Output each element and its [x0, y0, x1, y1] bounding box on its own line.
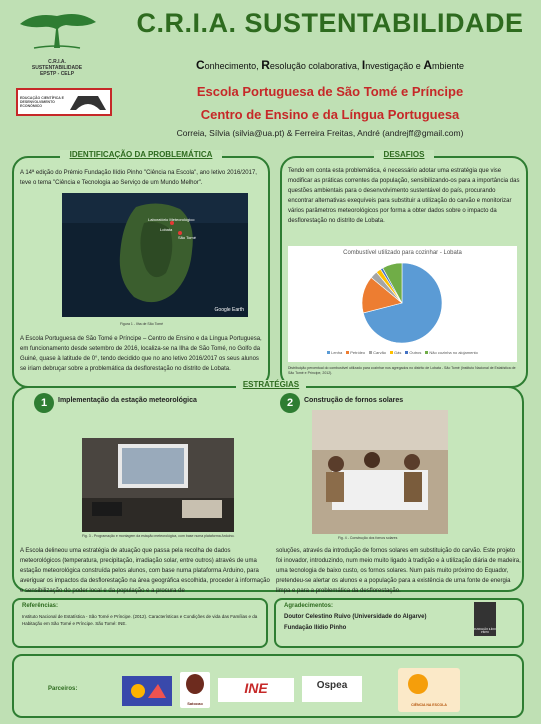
- partner-5-text: CIÊNCIA NA ESCOLA: [411, 703, 447, 707]
- partner-logo-4: [302, 676, 362, 702]
- step-1-text: A Escola delineou uma estratégia de atuação que passa pela recolha de dados meteorológicos (temperatura, precipitação, irradiação solar, entre outros) através de uma estação meteorológica construída pelos alunos, com base numa plataforma Arduino, para averiguar os impactos da desflorestação na área geográfica escolhida, proceder à informação e sensibilização do poder local e da população e a procura de: [20, 548, 270, 594]
- desafios-title: DESAFIOS: [374, 150, 434, 159]
- chart-caption: Distribuição percentual do combustível utilizado para cozinhar nos agregados no distrito de Lobata - São Tomé (Instituto Nacional de Estatística de São Tomé e Príncipe, 2012).: [288, 366, 516, 375]
- partner-4-text: Ospea: [316, 680, 348, 691]
- legend-item: [425, 350, 477, 355]
- chart-container: [288, 246, 517, 362]
- subtitle-i: Investigação e: [361, 58, 424, 72]
- edu-logo-text: EDUCAÇÃO CIENTÍFICA E DESENVOLVIMENTO ECONÓMICO: [20, 96, 65, 108]
- subtitle-c: Conhecimento,: [195, 58, 262, 72]
- fip-badge: [474, 602, 496, 636]
- chart-title: Combustível utilizado para cozinhar - Lobata: [343, 250, 462, 256]
- map-label-saotome: São Tomé: [178, 235, 196, 240]
- map-label-lobata: Lobata: [160, 227, 173, 232]
- step-2-number: 2: [280, 393, 300, 413]
- legend-item: [327, 350, 342, 355]
- logo-text-2: SUSTENTABILIDADE: [31, 65, 83, 71]
- satocao-icon: [180, 672, 210, 696]
- legend-label: Gás: [394, 350, 402, 355]
- step-2-title: Construção de fornos solares: [304, 397, 404, 404]
- legend-item: [405, 350, 421, 355]
- partner-3-text: INE: [244, 680, 268, 696]
- step-1-number: 1: [34, 393, 54, 413]
- map-label-lab: Laboratório Meteorológico: [148, 217, 195, 222]
- legend-label: Carvão: [373, 350, 387, 355]
- page-title: C.R.I.A. SUSTENTABILIDADE: [136, 8, 524, 38]
- authors: Correia, Sílvia (silvia@ua.pt) & Ferreira Freitas, André (andrejff@gmail.com): [176, 128, 464, 138]
- map-image: [62, 193, 248, 317]
- step-2-text: soluções, através da introdução de fornos solares em substituição do carvão. Este projeto foi inovador, introduzindo, num meio muito ligado à tradição e à utilização diária de madeira, uma tecnologia de baixo custo, os fornos solares. Num país muito próximo do Equador, pretendeu-se alertar os alunos e a população para a existência de uma fonte de energia limpa e para a problemática da desflorestação.: [276, 548, 521, 594]
- fip-badge-text: FUNDAÇÃO ILÍDIO PINHO: [474, 628, 496, 634]
- island-map: [62, 193, 248, 317]
- referencias-text: Instituto Nacional de Estatística - São Tomé e Príncipe. (2012). Características e Condições de vida das Famílias e da Habitação em São Tomé e Príncipe. São Tomé: INE.: [22, 614, 258, 626]
- arduino-caption: Fig. 3 - Programação e montagem da estação meteorológica, com base numa plataforma Arduino.: [82, 534, 235, 538]
- partner-logo-1: [122, 676, 172, 706]
- partner-1-icon: [122, 676, 172, 706]
- ciencia-icon: [398, 668, 460, 698]
- bridge-icon: [68, 92, 108, 112]
- problematica-para-2: A Escola Portuguesa de São Tomé e Príncipe – Centro de Ensino e da Língua Portuguesa, em funcionamento desde setembro de 2016, localiza-se na Ilha de São Tomé, no Golfo da Guiné, quase à latitude de 0°, tendo decidido que no ano letivo 2016/2017 os seus alunos se iriam debruçar sobre a problemática da desflorestação no distrito de Lobata.: [20, 336, 262, 372]
- problematica-para-1: A 14ª edição do Prémio Fundação Ilídio Pinho "Ciência na Escola", ano letivo 2016/2017, teve o tema "Ciência e Tecnologia ao Serviço de um Mundo Melhor".: [20, 170, 257, 186]
- partner-logo-2: [180, 672, 210, 708]
- desafios-text: Tendo em conta esta problemática, é necessário adotar uma estratégia que vise modificar as práticas correntes da população, sensibilizando-os para a importância das questões ambientais para o desenvolvimento sustentável do país, procurando encontrar alternativas exequíveis para substituir a utilização do carvão e monitorizar vários parâmetros meteorológicos por forma a obter dados sobre o impacto da desflorestação no distrito de Lobata.: [288, 168, 520, 224]
- logo-text-1: C.R.I.A.: [48, 59, 66, 65]
- tree-icon: [14, 10, 100, 54]
- agradecimentos-title: Agradecimentos:: [284, 603, 334, 609]
- partner-2-text: Satocao: [187, 701, 203, 706]
- subtitle: [130, 58, 530, 72]
- subtitle-r: Resolução colaborativa,: [261, 58, 362, 72]
- problematica-title: IDENTIFICAÇÃO DA PROBLEMÁTICA: [60, 150, 222, 159]
- legend-swatch: [425, 351, 428, 354]
- legend-swatch: [369, 351, 372, 354]
- agradecimentos-line-2: Fundação Ilídio Pinho: [284, 625, 347, 631]
- school-name-2: Centro de Ensino e da Língua Portuguesa: [200, 107, 460, 122]
- subtitle-a: Ambiente: [423, 58, 465, 72]
- edu-logo: [16, 88, 112, 116]
- legend-swatch: [346, 351, 349, 354]
- solar-ovens-photo: [312, 410, 448, 534]
- legend-swatch: [327, 351, 330, 354]
- map-caption: Figura 1 - Ilha de São Tomé: [120, 322, 164, 326]
- parceiros-label: Parceiros:: [48, 686, 78, 692]
- estrategias-title: ESTRATÉGIAS: [236, 380, 306, 389]
- map-label-google: Google Earth: [214, 307, 244, 313]
- legend-label: Outros: [409, 350, 422, 355]
- chart-legend: [292, 350, 513, 355]
- solar-caption: Fig. 4 - Construção dos fornos solares: [338, 536, 398, 540]
- arduino-photo: [82, 438, 234, 532]
- legend-item: [346, 350, 365, 355]
- school-name-1: Escola Portuguesa de São Tomé e Príncipe: [196, 84, 464, 99]
- legend-label: Não cozinha no alojamento: [429, 350, 478, 355]
- legend-item: [369, 350, 386, 355]
- legend-label: Lenha: [331, 350, 343, 355]
- legend-item: [390, 350, 401, 355]
- header-logo: [14, 10, 100, 78]
- legend-swatch: [390, 351, 393, 354]
- legend-label: Petróleo: [350, 350, 366, 355]
- referencias-title: Referências:: [22, 603, 59, 609]
- arduino-photo-graphic: [82, 438, 234, 532]
- agradecimentos-line-1: Doutor Celestino Ruivo (Universidade do Algarve): [284, 614, 427, 620]
- partner-logo-5: [398, 668, 460, 712]
- logo-text-3: EPSTP - CELP: [39, 71, 75, 77]
- solar-ovens-graphic: [312, 410, 448, 534]
- step-1-title: Implementação da estação meteorológica: [58, 397, 197, 404]
- partner-logo-3: [218, 678, 294, 702]
- pie-chart: [352, 260, 452, 346]
- legend-swatch: [405, 351, 408, 354]
